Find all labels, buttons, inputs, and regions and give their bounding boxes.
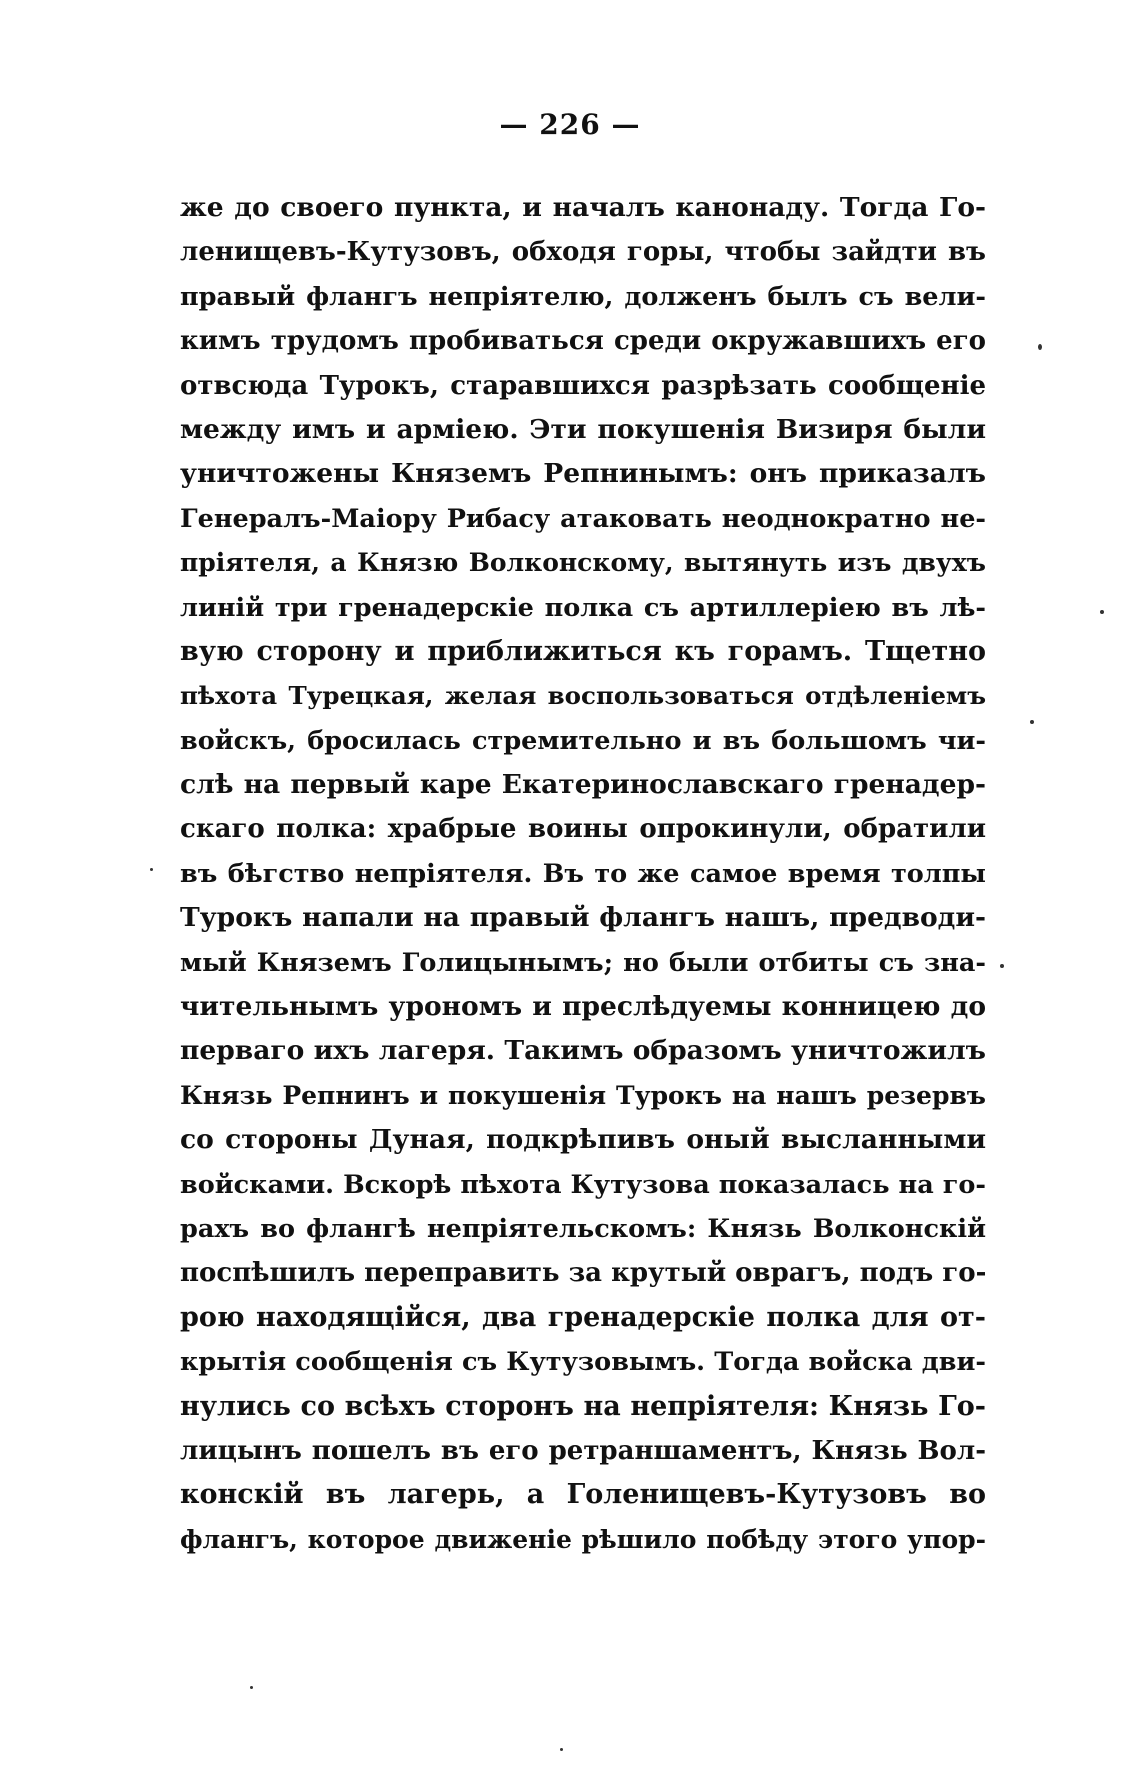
text-line: крытія сообщенія съ Кутузовымъ. Тогда войска дви- xyxy=(180,1347,986,1378)
text-line: въ бѣгство непріятеля. Въ то же самое время толпы xyxy=(180,858,986,889)
text-line: отвсюда Турокъ, старавшихся разрѣзать сообщеніе xyxy=(180,370,986,401)
text-line: же до своего пункта, и началъ канонаду. Тогда Го- xyxy=(180,192,986,223)
text-line: пріятеля, а Князю Волконскому, вытянуть изъ двухъ xyxy=(180,548,986,578)
text-line: мый Княземъ Голицынымъ; но были отбиты съ зна- xyxy=(180,947,986,978)
text-line: рою находящійся, два гренадерскіе полка для от- xyxy=(180,1301,986,1333)
page-number: — 226 — xyxy=(499,108,641,141)
text-line: Генералъ-Маіору Рибасу атаковать неоднократно не- xyxy=(180,503,986,534)
text-line: конскій въ лагерь, а Голенищевъ-Кутузовъ во xyxy=(180,1479,986,1511)
scan-speck xyxy=(250,1686,253,1689)
scan-speck xyxy=(1030,720,1034,724)
text-line: лицынъ пошелъ въ его ретраншаментъ, Князь Вол- xyxy=(180,1435,986,1466)
text-line: линій три гренадерскіе полка съ артиллеріею въ лѣ- xyxy=(180,592,986,623)
text-line: нулись со всѣхъ сторонъ на непріятеля: Князь Го- xyxy=(180,1390,986,1422)
text-line: войсками. Вскорѣ пѣхота Кутузова показалась на го- xyxy=(180,1169,986,1200)
text-line: Турокъ напали на правый флангъ нашъ, предводи- xyxy=(180,902,986,934)
text-line: уничтожены Княземъ Репнинымъ: онъ приказалъ xyxy=(180,458,986,490)
text-line: Князь Репнинъ и покушенія Турокъ на нашъ резервъ xyxy=(180,1080,986,1110)
text-line: вую сторону и приближиться къ горамъ. Тщетно xyxy=(180,635,986,667)
scan-speck xyxy=(150,868,153,871)
text-line: пѣхота Турецкая, желая воспользоваться отдѣленіемъ xyxy=(180,681,986,711)
body-text xyxy=(180,186,986,1562)
text-line: рахъ во флангѣ непріятельскомъ: Князь Волконскій xyxy=(180,1213,986,1244)
text-line: скаго полка: храбрые воины опрокинули, обратили xyxy=(180,814,986,845)
text-line: между имъ и арміею. Эти покушенія Визиря были xyxy=(180,413,986,445)
scan-speck xyxy=(1100,610,1104,614)
text-line: правый флангъ непріятелю, долженъ былъ съ вели- xyxy=(180,281,986,312)
text-line: со стороны Дуная, подкрѣпивъ оный высланными xyxy=(180,1124,986,1156)
text-line: чительнымъ урономъ и преслѣдуемы конницею до xyxy=(180,991,986,1023)
scan-speck xyxy=(1000,964,1004,968)
text-line: перваго ихъ лагеря. Такимъ образомъ уничтожилъ xyxy=(180,1035,986,1067)
text-line: флангъ, которое движеніе рѣшило побѣду этого упор- xyxy=(180,1524,986,1554)
text-line: войскъ, бросилась стремительно и въ большомъ чи- xyxy=(180,725,986,756)
text-line: поспѣшилъ переправить за крутый оврагъ, подъ го- xyxy=(180,1258,986,1289)
text-line: кимъ трудомъ пробиваться среди окружавшихъ его xyxy=(180,326,986,357)
scan-speck xyxy=(1038,344,1042,350)
text-line: ленищевъ-Кутузовъ, обходя горы, чтобы зайдти въ xyxy=(180,237,986,268)
text-line: слѣ на первый каре Екатеринославскаго гренадер- xyxy=(180,769,986,801)
scan-speck xyxy=(560,1748,563,1751)
